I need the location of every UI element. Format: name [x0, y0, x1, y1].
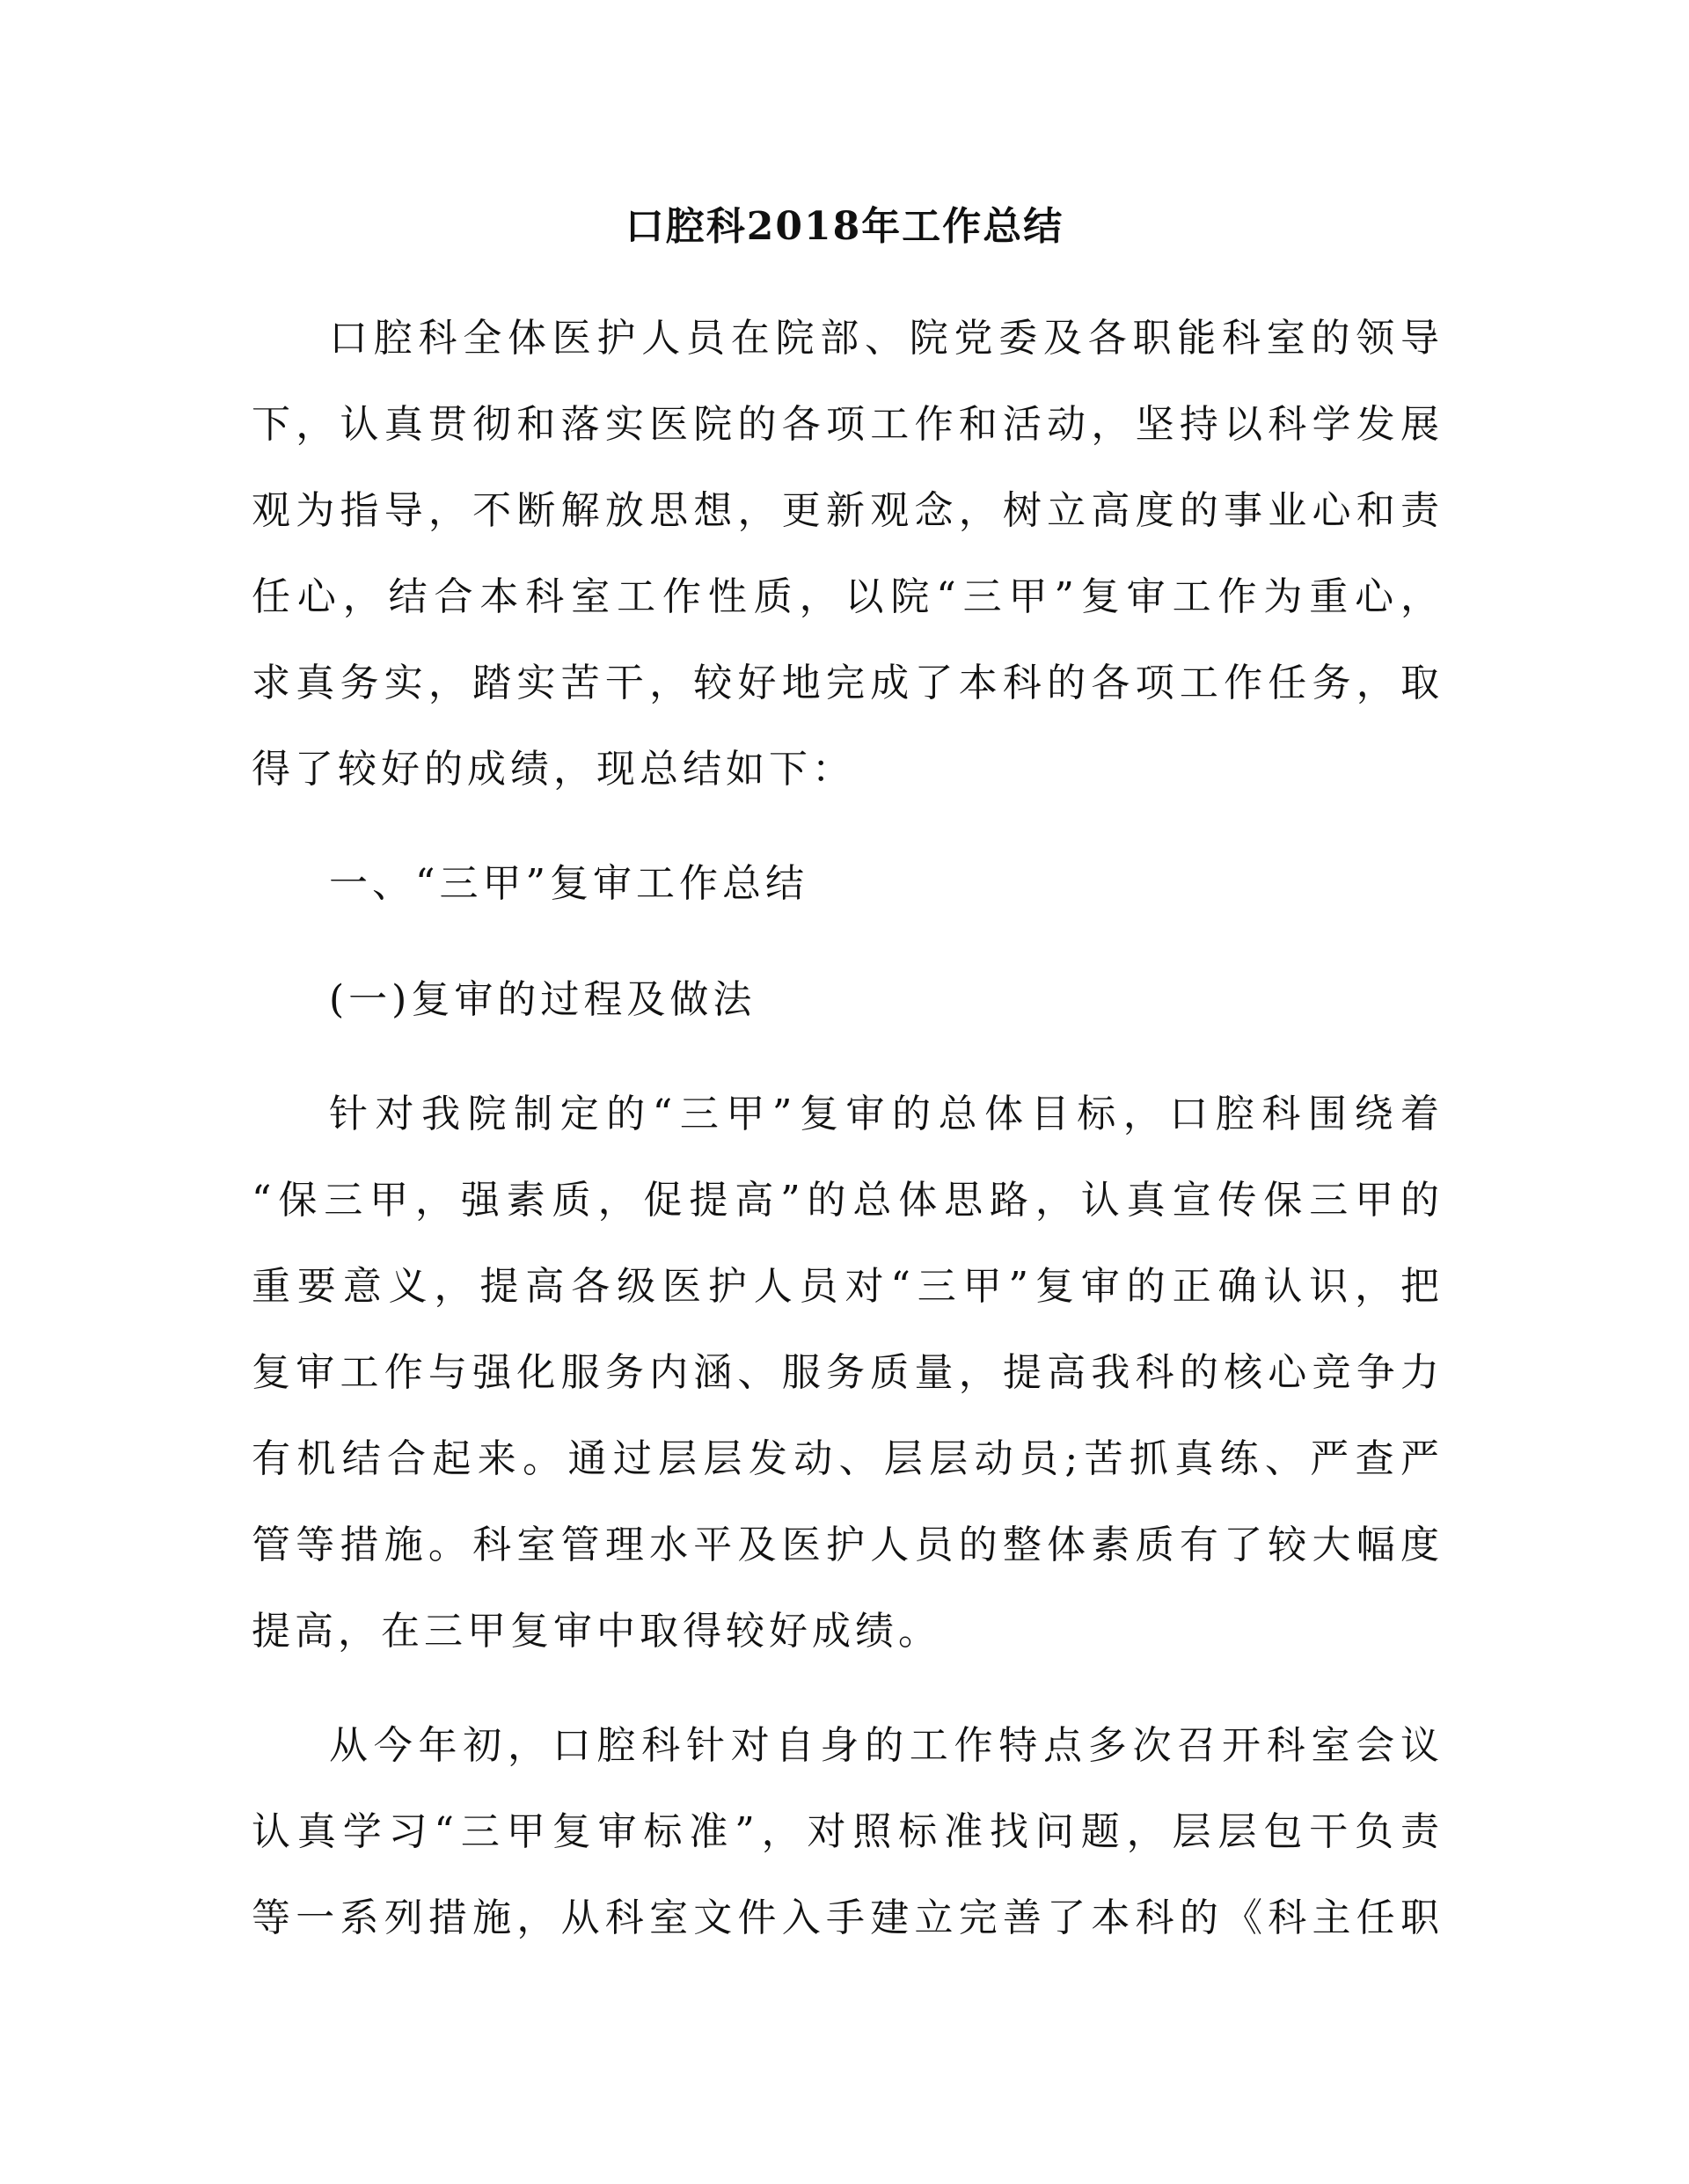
paragraph-2-line-7: 提高，在三甲复审中取得较好成绩。: [252, 1609, 941, 1654]
paragraph-3-line-2: 认真学习“三甲复审标准”，对照标准找问题，层层包干负责: [252, 1809, 1439, 1854]
subsection-1-heading: (一)复审的过程及做法: [329, 977, 757, 1022]
paragraph-1-line-4: 任心，结合本科室工作性质，以院“三甲”复审工作为重心，: [252, 574, 1439, 619]
paragraph-1-line-6: 得了较好的成绩，现总结如下：: [252, 747, 855, 792]
document-title: 口腔科2018年工作总结: [625, 204, 1064, 249]
paragraph-2-line-1: 针对我院制定的“三甲”复审的总体目标，口腔科围绕着: [329, 1092, 1439, 1136]
paragraph-1-line-3: 观为指导，不断解放思想，更新观念，树立高度的事业心和责: [252, 488, 1439, 533]
paragraph-2-line-5: 有机结合起来。通过层层发动、层层动员;苦抓真练、严查严: [252, 1436, 1439, 1481]
paragraph-3-line-1: 从今年初，口腔科针对自身的工作特点多次召开科室会议: [329, 1723, 1439, 1768]
paragraph-1-line-2: 下，认真贯彻和落实医院的各项工作和活动，坚持以科学发展: [252, 402, 1439, 447]
paragraph-2-line-2: “保三甲，强素质，促提高”的总体思路，认真宣传保三甲的: [252, 1178, 1439, 1223]
paragraph-2-line-3: 重要意义，提高各级医护人员对“三甲”复审的正确认识，把: [252, 1264, 1439, 1309]
section-1-heading: 一、“三甲”复审工作总结: [329, 861, 808, 906]
paragraph-1-line-5: 求真务实，踏实苦干，较好地完成了本科的各项工作任务，取: [252, 661, 1439, 705]
paragraph-1-line-1: 口腔科全体医护人员在院部、院党委及各职能科室的领导: [329, 316, 1439, 361]
paragraph-3-line-3: 等一系列措施，从科室文件入手建立完善了本科的《科主任职: [252, 1895, 1439, 1940]
paragraph-2-line-4: 复审工作与强化服务内涵、服务质量，提高我科的核心竞争力: [252, 1350, 1439, 1395]
paragraph-2-line-6: 管等措施。科室管理水平及医护人员的整体素质有了较大幅度: [252, 1523, 1439, 1567]
